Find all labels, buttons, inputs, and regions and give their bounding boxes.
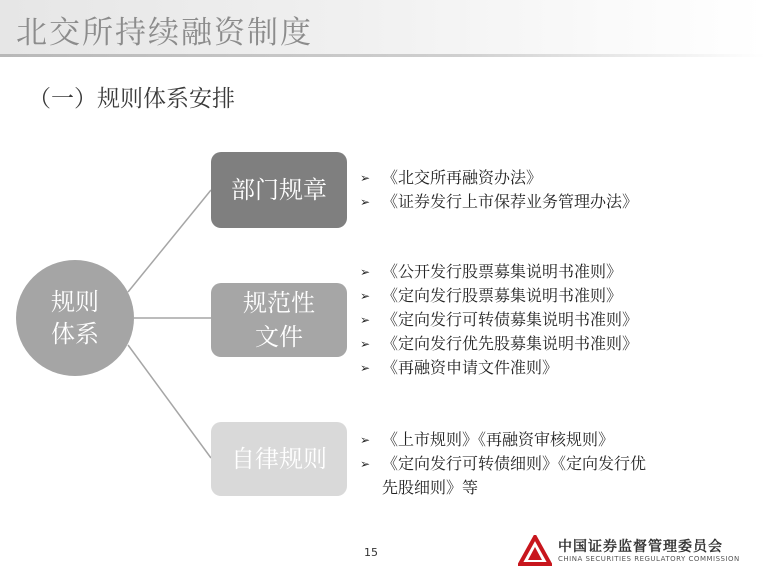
root-label-line2: 体系 <box>51 320 99 348</box>
logo-chinese-name: 中国证券监督管理委员会 <box>558 539 723 555</box>
list-item: ➢ 《上市规则》《再融资审核规则》 <box>360 428 646 452</box>
root-node <box>16 260 134 376</box>
section-subtitle: （一）规则体系安排 <box>28 86 235 112</box>
page-number: 15 <box>364 546 378 559</box>
csrc-logo <box>518 535 740 569</box>
arrow-bullet-icon: ➢ <box>360 265 371 279</box>
list-item: ➢ 《定向发行优先股募集说明书准则》 <box>360 332 638 356</box>
list-item-continuation: 先股细则》等 <box>382 478 479 497</box>
arrow-bullet-icon: ➢ <box>360 361 371 375</box>
logo-english-name: CHINA SECURITIES REGULATORY COMMISSION <box>558 555 740 563</box>
branch-label: 部门规章 <box>231 176 327 204</box>
branch-label-line2: 文件 <box>255 323 303 351</box>
connector-line-3 <box>128 345 211 458</box>
arrow-bullet-icon: ➢ <box>360 171 371 185</box>
list-item: ➢ 《定向发行股票募集说明书准则》 <box>360 284 638 308</box>
list-item: ➢ 《北交所再融资办法》 <box>360 166 638 190</box>
arrow-bullet-icon: ➢ <box>360 313 371 327</box>
arrow-bullet-icon: ➢ <box>360 195 371 209</box>
list-item: ➢ 《定向发行可转债募集说明书准则》 <box>360 308 638 332</box>
branch-node-normative-documents <box>211 283 347 357</box>
list-item: ➢ 《证券发行上市保荐业务管理办法》 <box>360 190 638 214</box>
connector-line-1 <box>128 190 211 292</box>
department-rules-list <box>360 166 638 214</box>
arrow-bullet-icon: ➢ <box>360 433 371 447</box>
list-item: ➢ 《定向发行可转债细则》《定向发行优 先股细则》等 <box>360 452 646 500</box>
list-item: ➢ 《再融资申请文件准则》 <box>360 356 638 380</box>
arrow-bullet-icon: ➢ <box>360 289 371 303</box>
slide-title: 北交所持续融资制度 <box>16 15 313 51</box>
arrow-bullet-icon: ➢ <box>360 337 371 351</box>
self-regulatory-rules-list <box>360 428 646 500</box>
branch-label-line1: 规范性 <box>243 289 315 317</box>
csrc-emblem-icon <box>518 535 552 567</box>
branch-label: 自律规则 <box>231 445 327 473</box>
normative-documents-list <box>360 260 638 380</box>
branch-node-self-regulatory-rules <box>211 422 347 496</box>
arrow-bullet-icon: ➢ <box>360 457 371 471</box>
root-label-line1: 规则 <box>51 288 99 316</box>
list-item: ➢ 《公开发行股票募集说明书准则》 <box>360 260 638 284</box>
branch-node-department-rules <box>211 152 347 228</box>
